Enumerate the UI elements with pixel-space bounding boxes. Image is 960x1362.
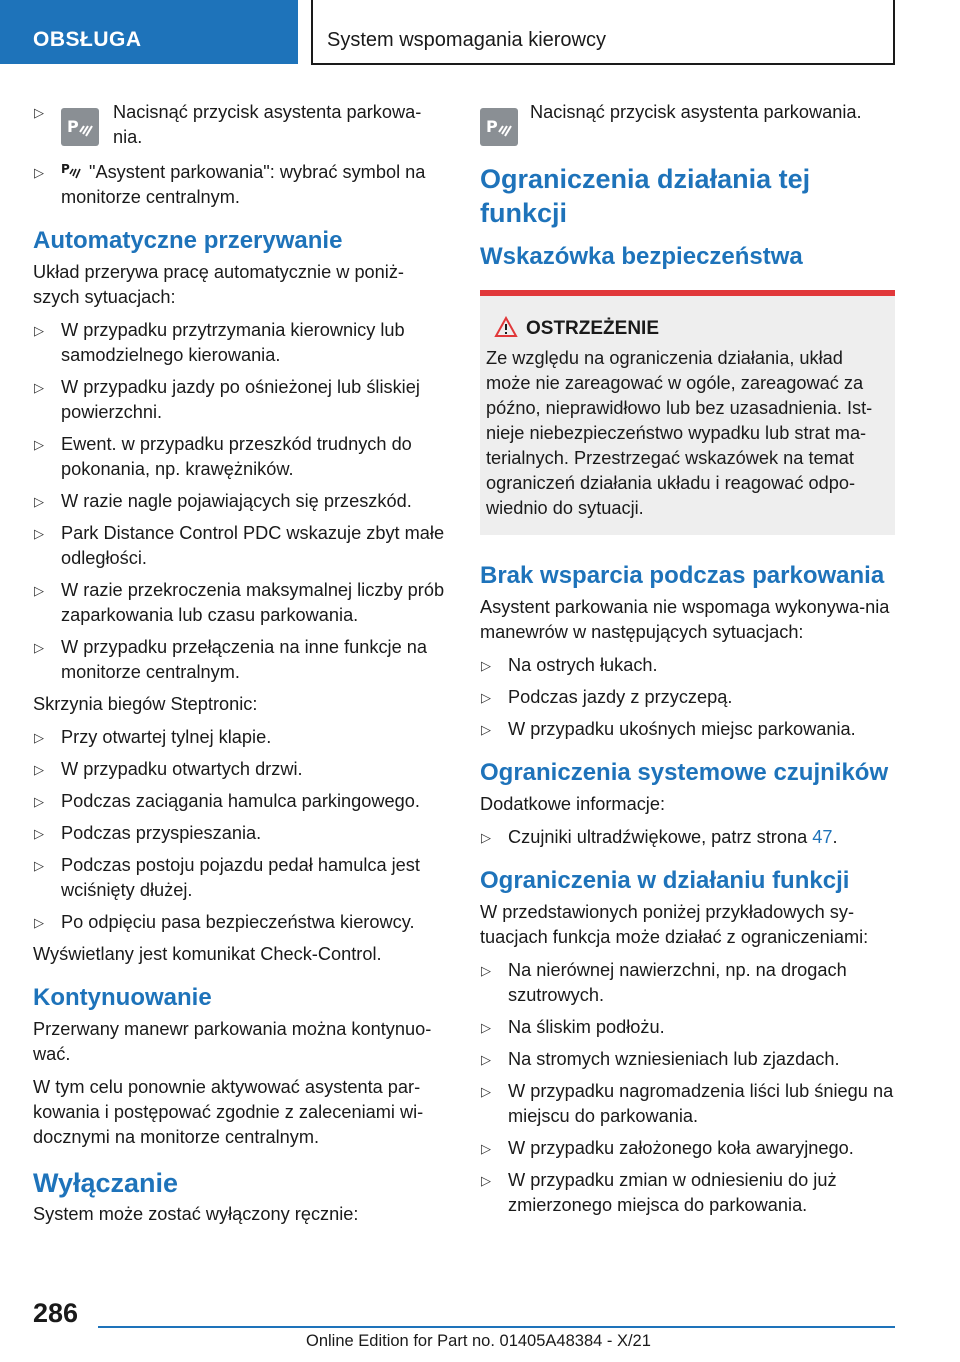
list-item: ▷ W razie nagle pojawiających się przeszkód. — [33, 489, 447, 514]
bullet-icon: ▷ — [481, 1084, 491, 1099]
continue-p1: Przerwany manewr parkowania można kontynuo-wać. — [33, 1019, 432, 1064]
list-item: ▷ Czujniki ultradźwiękowe, patrz strona 47. — [480, 825, 895, 850]
list-item: ▷ Podczas jazdy z przyczepą. — [480, 685, 895, 710]
step-press-button — [33, 100, 447, 150]
sensor-list — [480, 825, 895, 850]
bullet-icon: ▷ — [34, 858, 44, 873]
bullet-icon: ▷ — [481, 690, 491, 705]
bullet-icon: ▷ — [481, 963, 491, 978]
list-item: ▷ Ewent. w przypadku przeszkód trudnych do pokonania, np. krawężników. — [34, 434, 412, 479]
bullet-icon: ▷ — [34, 730, 44, 745]
nosupport-intro: Asystent parkowania nie wspomaga wykonywa-nia manewrów w następujących sytuacjach: — [480, 597, 890, 642]
bullet-icon: ▷ — [481, 1173, 491, 1188]
section-heading-safety: Wskazówka bezpieczeństwa — [480, 243, 803, 270]
list-item: ▷ W przypadku zmian w odniesieniu do już zmierzonego miejsca do parkowania. — [481, 1170, 837, 1215]
list-item: ▷ Podczas zaciągania hamulca parkingowego. — [33, 789, 447, 814]
bullet-icon: ▷ — [34, 437, 44, 452]
bullet-icon: ▷ — [34, 762, 44, 777]
section-heading-nosupport: Brak wsparcia podczas parkowania — [480, 562, 885, 589]
list-item: ▷ W przypadku przełączenia na inne funkcje na monitorze centralnym. — [34, 637, 427, 682]
footer-divider — [98, 1326, 895, 1328]
list-item: ▷ Park Distance Control PDC wskazuje zbyt małe odległości. — [34, 523, 445, 568]
parking-button-icon — [61, 108, 99, 146]
steptronic-list — [33, 725, 447, 935]
bullet-icon: ▷ — [481, 1020, 491, 1035]
list-item: ▷ W przypadku nagromadzenia liści lub śniegu na miejscu do parkowania. — [481, 1081, 894, 1126]
nosupport-list — [480, 653, 895, 742]
section-heading-off: Wyłączanie — [33, 1168, 179, 1198]
off-text: System może zostać wyłączony ręcznie: — [33, 1204, 359, 1224]
step-press-button-off — [480, 100, 895, 144]
step-select-symbol — [33, 160, 447, 210]
list-item: ▷ Na śliskim podłożu. — [480, 1015, 895, 1040]
section-tab — [0, 0, 298, 64]
continue-p2: W tym celu ponownie aktywować asystenta par-kowania i postępować zgodnie z zaleceniami wi-docznymi na monitorze centralnym. — [33, 1077, 424, 1147]
section-heading-limits: Ograniczenia działania tej funkcji — [480, 164, 811, 228]
warning-title: OSTRZEŻENIE — [526, 318, 889, 340]
chapter-title: System wspomagania kierowcy — [327, 29, 606, 51]
list-item: ▷ W przypadku ukośnych miejsc parkowania. — [480, 717, 895, 742]
parking-symbol-icon — [61, 160, 83, 180]
bullet-icon: ▷ — [34, 165, 44, 180]
auto-list — [33, 318, 447, 685]
list-item: ▷ Na nierównej nawierzchni, np. na drogach szutrowych. — [481, 960, 847, 1005]
bullet-icon: ▷ — [481, 830, 491, 845]
svg-text:P: P — [486, 117, 498, 136]
bullet-icon: ▷ — [34, 583, 44, 598]
section-heading-function: Ograniczenia w działaniu funkcji — [480, 867, 850, 894]
bullet-icon: ▷ — [481, 1141, 491, 1156]
svg-text:P: P — [61, 162, 70, 176]
bullet-icon: ▷ — [34, 915, 44, 930]
list-item: ▷ Po odpięciu pasa bezpieczeństwa kierowcy. — [33, 910, 447, 935]
list-item: ▷ Na stromych wzniesieniach lub zjazdach. — [480, 1047, 895, 1072]
bullet-icon: ▷ — [481, 722, 491, 737]
footer-edition: Online Edition for Part no. 01405A48384 - X/21 — [306, 1332, 651, 1350]
warning-box — [480, 290, 895, 535]
section-heading-continue: Kontynuowanie — [33, 984, 212, 1011]
function-intro: W przedstawionych poniżej przykładowych sy-tuacjach funkcja może działać z ograniczeniami: — [480, 902, 869, 947]
steptronic-intro: Skrzynia biegów Steptronic: — [33, 694, 258, 714]
list-item: ▷ Podczas postoju pojazdu pedał hamulca jest wciśnięty dłużej. — [34, 855, 420, 900]
bullet-icon: ▷ — [34, 640, 44, 655]
list-item: ▷ W przypadku otwartych drzwi. — [33, 757, 447, 782]
bullet-icon: ▷ — [34, 826, 44, 841]
list-item: ▷ W przypadku przytrzymania kierownicy lub samodzielnego kierowania. — [34, 320, 405, 365]
list-item: ▷ W razie przekroczenia maksymalnej liczby prób zaparkowania lub czasu parkowania. — [34, 580, 445, 625]
svg-text:P: P — [67, 117, 79, 136]
list-item: ▷ Podczas przyspieszania. — [33, 821, 447, 846]
step-text: Nacisnąć przycisk asystenta parkowa-nia. — [113, 102, 422, 147]
checkcontrol-note: Wyświetlany jest komunikat Check-Control. — [33, 944, 382, 964]
page-number: 286 — [33, 1298, 79, 1328]
warning-text: Ze względu na ograniczenia działania, układ może nie zareagować w ogóle, zareagować za późno, nieprawidłowo lub bez uzasadnienia. Ist-nieje niebezpieczeństwo wypadku lub strat ma-terialnych. Przestrzegać wskazówek na temat ograniczeń działania układu i reagować odpo-wiednio do sytuacji. — [486, 348, 873, 518]
sensor-intro: Dodatkowe informacje: — [480, 794, 665, 814]
bullet-icon: ▷ — [481, 1052, 491, 1067]
step-text: "Asystent parkowania": wybrać symbol na monitorze centralnym. — [61, 162, 426, 207]
bullet-icon: ▷ — [34, 380, 44, 395]
right-column — [480, 100, 895, 1225]
section-heading-auto: Automatyczne przerywanie — [33, 227, 343, 254]
section-heading-sensors: Ograniczenia systemowe czujników — [480, 759, 889, 786]
function-list — [480, 958, 895, 1218]
list-item: ▷ Na ostrych łukach. — [480, 653, 895, 678]
bullet-icon: ▷ — [34, 526, 44, 541]
bullet-icon: ▷ — [34, 794, 44, 809]
warning-icon — [494, 316, 518, 338]
bullet-icon: ▷ — [34, 494, 44, 509]
bullet-icon: ▷ — [34, 105, 44, 120]
step-text: Nacisnąć przycisk asystenta parkowania. — [530, 102, 862, 122]
section-title: OBSŁUGA — [33, 28, 142, 51]
bullet-icon: ▷ — [34, 323, 44, 338]
auto-intro: Układ przerywa pracę automatycznie w poniż-szych sytuacjach: — [33, 262, 404, 307]
bullet-icon: ▷ — [481, 658, 491, 673]
page-link[interactable]: 47 — [812, 827, 833, 847]
left-column — [33, 100, 447, 1235]
list-item: ▷ Przy otwartej tylnej klapie. — [33, 725, 447, 750]
chapter-header — [311, 0, 895, 65]
list-item: ▷ W przypadku jazdy po ośnieżonej lub śliskiej powierzchni. — [34, 377, 420, 422]
list-item: ▷ W przypadku założonego koła awaryjnego. — [480, 1136, 895, 1161]
parking-button-icon — [480, 108, 518, 146]
